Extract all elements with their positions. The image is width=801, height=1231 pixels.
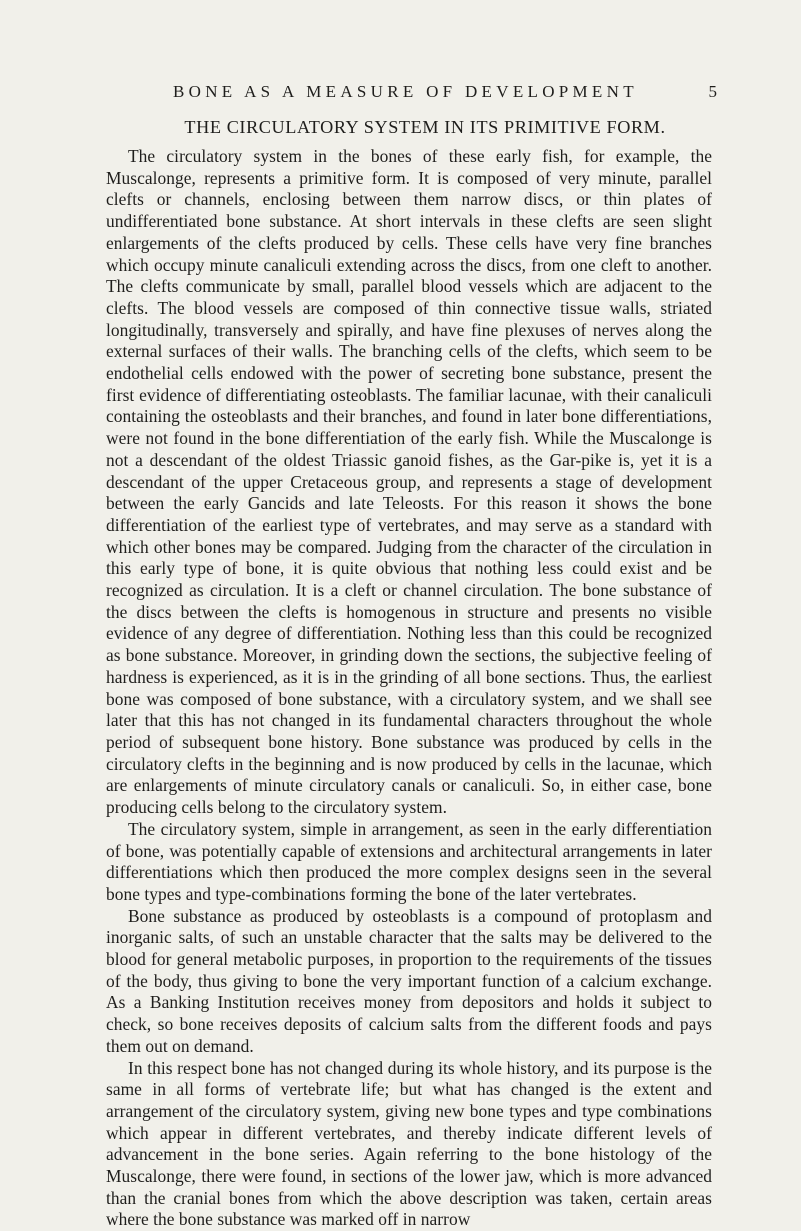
paragraph: Bone substance as produced by osteoblasts is a compound of protoplasm and inorganic salts, of such an unstable character that the salts may be delivered to the blood for general metabolic purposes, in proportion to the requirements of the tissues of the body, thus giving to bone the very important function of a calcium exchange. As a Banking Institution receives money from depositors and holds it subject to check, so bone receives deposits of calcium salts from the different foods and pays them out on demand.: [106, 905, 712, 1056]
paragraph: In this respect bone has not changed during its whole history, and its purpose is the same in all forms of vertebrate life; but what has changed is the extent and arrangement of the circulatory system, giving new bone types and type combinations which appear in different vertebrates, and thereby indicate different levels of advancement in the bone series. Again referring to the bone histology of the Muscalonge, there were found, in sections of the lower jaw, which is more advanced than the cranial bones from which the above description was taken, certain areas where the bone substance was marked off in narrow: [106, 1057, 712, 1230]
running-title: BONE AS A MEASURE OF DEVELOPMENT: [173, 82, 638, 101]
body-text: [106, 146, 712, 1231]
paragraph: The circulatory system, simple in arrangement, as seen in the early differentiation of bone, was potentially capable of extensions and architectural arrangements in later differentiations which then produced the more complex designs seen in the several bone types and type-combinations forming the bone of the later vertebrates.: [106, 818, 712, 904]
section-title: THE CIRCULATORY SYSTEM IN ITS PRIMITIVE FORM.: [184, 117, 666, 137]
page-number: 5: [708, 82, 717, 101]
paragraph: The circulatory system in the bones of these early fish, for example, the Muscalonge, represents a primitive form. It is composed of very minute, parallel clefts or channels, enclosing between them narrow discs, or thin plates of undifferentiated bone substance. At short intervals in these clefts are seen slight enlargements of the clefts produced by cells. These cells have very fine branches which occupy minute canaliculi extending across the discs, from one cleft to another. The clefts communicate by small, parallel blood vessels which are adjacent to the clefts. The blood vessels are composed of thin connective tissue walls, striated longitudinally, transversely and spirally, and have fine plexuses of nerves along the external surfaces of their walls. The branching cells of the clefts, which seem to be endothelial cells endowed with the power of secreting bone substance, present the first evidence of differentiating osteoblasts. The familiar lacunae, with their canaliculi containing the osteoblasts and their branches, and found in later bone differentiations, were not found in the bone differentiation of the early fish. While the Muscalonge is not a descendant of the oldest Triassic ganoid fishes, as the Gar-pike is, yet it is a descendant of the upper Cretaceous group, and represents a stage of development between the early Gancids and late Teleosts. For this reason it shows the bone differentiation of the earliest type of vertebrates, and may serve as a standard with which other bones may be compared. Judging from the character of the circulation in this early type of bone, it is quite obvious that nothing less could exist and be recognized as circulation. It is a cleft or channel circulation. The bone substance of the discs between the clefts is homogenous in structure and presents no visible evidence of any degree of differentiation. Nothing less than this could be recognized as bone substance. Moreover, in grinding down the sections, the subjective feeling of hardness is experienced, as it is in the grinding of all bone sections. Thus, the earliest bone was composed of bone substance, with a circulatory system, and we shall see later that this has not changed in its fundamental characters throughout the whole period of subsequent bone history. Bone substance was produced by cells in the circulatory clefts in the beginning and is now produced by cells in the lacunae, which are enlargements of minute circulatory canals or canaliculi. So, in either case, bone producing cells belong to the circulatory system.: [106, 146, 712, 818]
running-header: [135, 82, 717, 106]
